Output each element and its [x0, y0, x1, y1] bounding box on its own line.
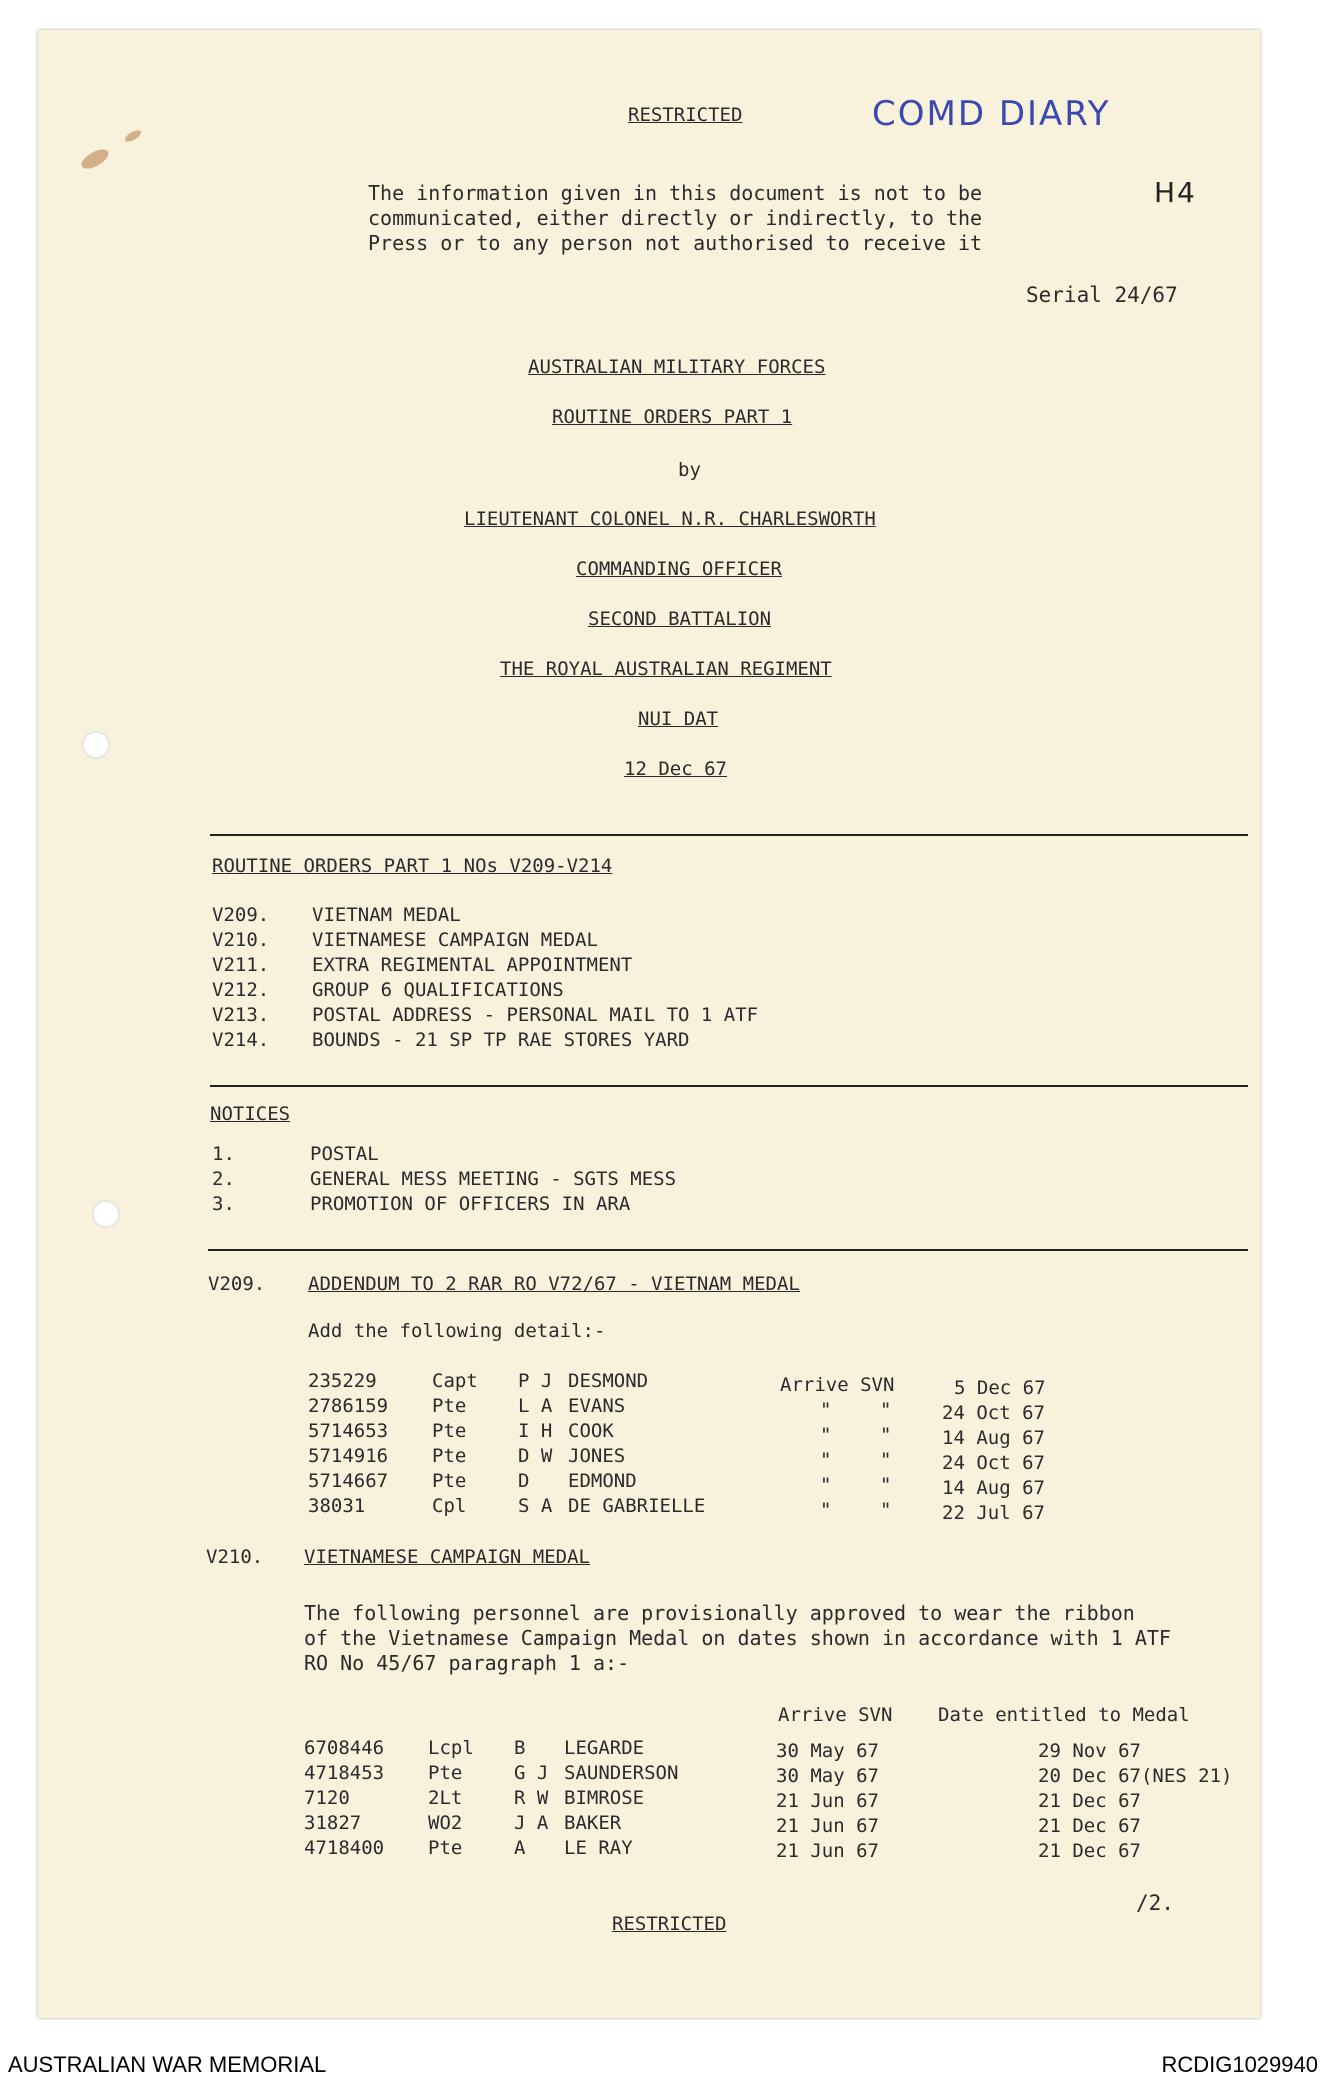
next-page-marker: /2.: [1136, 1891, 1174, 1915]
surname: LEGARDE: [564, 1737, 645, 1759]
entitled-date: 21 Dec 67: [1038, 1790, 1141, 1812]
arrive-date: 21 Jun 67: [776, 1840, 879, 1862]
ditto-mark: ": [820, 1474, 832, 1496]
entitled-date: 21 Dec 67: [1038, 1840, 1141, 1862]
column-header-arrive: Arrive SVN: [778, 1704, 893, 1726]
column-header-arrive: Arrive SVN: [780, 1374, 895, 1396]
orders-index-heading: ROUTINE ORDERS PART 1 NOs V209-V214: [212, 855, 613, 877]
rank: Pte: [432, 1395, 467, 1417]
arrive-date: 22 Jul 67: [942, 1502, 1045, 1524]
initials: J A: [514, 1812, 549, 1834]
serial-number: Serial 24/67: [1026, 283, 1178, 307]
service-number: 5714653: [308, 1420, 389, 1442]
initials: L A: [518, 1395, 553, 1417]
index-number: V211.: [212, 954, 270, 976]
service-number: 31827: [304, 1812, 362, 1834]
index-title: POSTAL ADDRESS - PERSONAL MAIL TO 1 ATF: [312, 1004, 759, 1026]
initials: R W: [514, 1787, 549, 1809]
index-title: BOUNDS - 21 SP TP RAE STORES YARD: [312, 1029, 690, 1051]
notice-number: 2.: [212, 1168, 235, 1190]
order-number: V210.: [206, 1546, 264, 1568]
ditto-mark: ": [880, 1449, 892, 1471]
orders-date: 12 Dec 67: [624, 758, 727, 780]
order-heading: VIETNAMESE CAMPAIGN MEDAL: [304, 1546, 590, 1568]
initials: D W: [518, 1445, 553, 1467]
service-number: 4718400: [304, 1837, 385, 1859]
surname: COOK: [568, 1420, 614, 1442]
index-title: VIETNAM MEDAL: [312, 904, 461, 926]
initials: G J: [514, 1762, 549, 1784]
service-number: 38031: [308, 1495, 366, 1517]
order-paragraph: RO No 45/67 paragraph 1 a:-: [304, 1651, 630, 1675]
unit-line-2: THE ROYAL AUSTRALIAN REGIMENT: [500, 658, 832, 680]
arrive-date: 24 Oct 67: [942, 1452, 1045, 1474]
archive-id: RCDIG1029940: [1161, 2052, 1318, 2077]
ditto-mark: ": [880, 1399, 892, 1421]
order-heading: ADDENDUM TO 2 RAR RO V72/67 - VIETNAM MEDAL: [308, 1273, 800, 1295]
initials: I H: [518, 1420, 553, 1442]
entitled-date: 29 Nov 67: [1038, 1740, 1141, 1762]
rank: Pte: [432, 1470, 467, 1492]
notices-heading: NOTICES: [210, 1103, 291, 1125]
arrive-date: 14 Aug 67: [942, 1477, 1045, 1499]
arrive-date: 30 May 67: [776, 1740, 879, 1762]
order-paragraph: The following personnel are provisionally approved to wear the ribbon: [304, 1601, 1135, 1625]
surname: EVANS: [568, 1395, 626, 1417]
rank: Pte: [432, 1445, 467, 1467]
index-number: V213.: [212, 1004, 270, 1026]
punch-hole: [92, 1200, 120, 1228]
classification-bottom: RESTRICTED: [612, 1913, 727, 1935]
index-number: V209.: [212, 904, 270, 926]
title-line-2: ROUTINE ORDERS PART 1: [552, 406, 793, 428]
punch-hole: [82, 731, 110, 759]
title-line-1: AUSTRALIAN MILITARY FORCES: [528, 356, 826, 378]
rank: 2Lt: [428, 1787, 463, 1809]
rank: Cpl: [432, 1495, 467, 1517]
service-number: 235229: [308, 1370, 377, 1392]
warning-line: The information given in this document is not to be: [368, 181, 983, 205]
ditto-mark: ": [880, 1424, 892, 1446]
initials: S A: [518, 1495, 553, 1517]
arrive-date: 21 Jun 67: [776, 1790, 879, 1812]
archive-credit: AUSTRALIAN WAR MEMORIAL: [8, 2052, 327, 2077]
unit-line-1: SECOND BATTALION: [588, 608, 772, 630]
service-number: 7120: [304, 1787, 350, 1809]
index-title: GROUP 6 QUALIFICATIONS: [312, 979, 564, 1001]
surname: JONES: [568, 1445, 626, 1467]
index-number: V212.: [212, 979, 270, 1001]
surname: EDMOND: [568, 1470, 637, 1492]
service-number: 6708446: [304, 1737, 385, 1759]
arrive-date: 30 May 67: [776, 1765, 879, 1787]
entitled-date: 21 Dec 67: [1038, 1815, 1141, 1837]
order-paragraph: of the Vietnamese Campaign Medal on dates shown in accordance with 1 ATF: [304, 1626, 1171, 1650]
rank: Lcpl: [428, 1737, 474, 1759]
service-number: 5714916: [308, 1445, 389, 1467]
title-by: by: [678, 459, 701, 481]
ditto-mark: ": [820, 1449, 832, 1471]
rank: Pte: [428, 1837, 463, 1859]
ditto-mark: ": [880, 1474, 892, 1496]
notice-title: GENERAL MESS MEETING - SGTS MESS: [310, 1168, 677, 1190]
rank: Capt: [432, 1370, 478, 1392]
arrive-date: 24 Oct 67: [942, 1402, 1045, 1424]
column-header-entitled: Date entitled to Medal: [938, 1704, 1190, 1726]
index-number: V214.: [212, 1029, 270, 1051]
notice-number: 1.: [212, 1143, 235, 1165]
classification-top: RESTRICTED: [628, 104, 743, 126]
commanding-officer-name: LIEUTENANT COLONEL N.R. CHARLESWORTH: [464, 508, 876, 530]
index-title: EXTRA REGIMENTAL APPOINTMENT: [312, 954, 633, 976]
ditto-mark: ": [820, 1499, 832, 1521]
section-divider: [208, 1249, 1248, 1251]
surname: BAKER: [564, 1812, 622, 1834]
surname: BIMROSE: [564, 1787, 645, 1809]
section-divider: [210, 1085, 1248, 1087]
rank: Pte: [428, 1762, 463, 1784]
handwritten-note: COMD DIARY: [872, 94, 1111, 134]
surname: SAUNDERSON: [564, 1762, 679, 1784]
initials: B: [514, 1737, 526, 1759]
notice-title: POSTAL: [310, 1143, 379, 1165]
rank: Pte: [432, 1420, 467, 1442]
initials: A: [514, 1837, 526, 1859]
initials: P J: [518, 1370, 553, 1392]
notice-number: 3.: [212, 1193, 235, 1215]
arrive-date: 5 Dec 67: [954, 1377, 1046, 1399]
index-number: V210.: [212, 929, 270, 951]
surname: DE GABRIELLE: [568, 1495, 706, 1517]
entitled-date: 20 Dec 67(NES 21): [1038, 1765, 1233, 1787]
ditto-mark: ": [820, 1399, 832, 1421]
ditto-mark: ": [820, 1424, 832, 1446]
order-intro: Add the following detail:-: [308, 1320, 606, 1342]
service-number: 5714667: [308, 1470, 389, 1492]
ditto-mark: ": [880, 1499, 892, 1521]
rank: WO2: [428, 1812, 463, 1834]
arrive-date: 14 Aug 67: [942, 1427, 1045, 1449]
section-divider: [210, 834, 1248, 836]
service-number: 2786159: [308, 1395, 389, 1417]
notice-title: PROMOTION OF OFFICERS IN ARA: [310, 1193, 631, 1215]
surname: DESMOND: [568, 1370, 649, 1392]
warning-line: Press or to any person not authorised to receive it: [368, 231, 983, 255]
index-title: VIETNAMESE CAMPAIGN MEDAL: [312, 929, 598, 951]
appointment: COMMANDING OFFICER: [576, 558, 782, 580]
service-number: 4718453: [304, 1762, 385, 1784]
location: NUI DAT: [638, 708, 719, 730]
order-number: V209.: [208, 1273, 266, 1295]
arrive-date: 21 Jun 67: [776, 1815, 879, 1837]
warning-line: communicated, either directly or indirectly, to the: [368, 206, 983, 230]
initials: D: [518, 1470, 530, 1492]
surname: LE RAY: [564, 1837, 633, 1859]
handwritten-page-ref: H4: [1154, 176, 1197, 209]
